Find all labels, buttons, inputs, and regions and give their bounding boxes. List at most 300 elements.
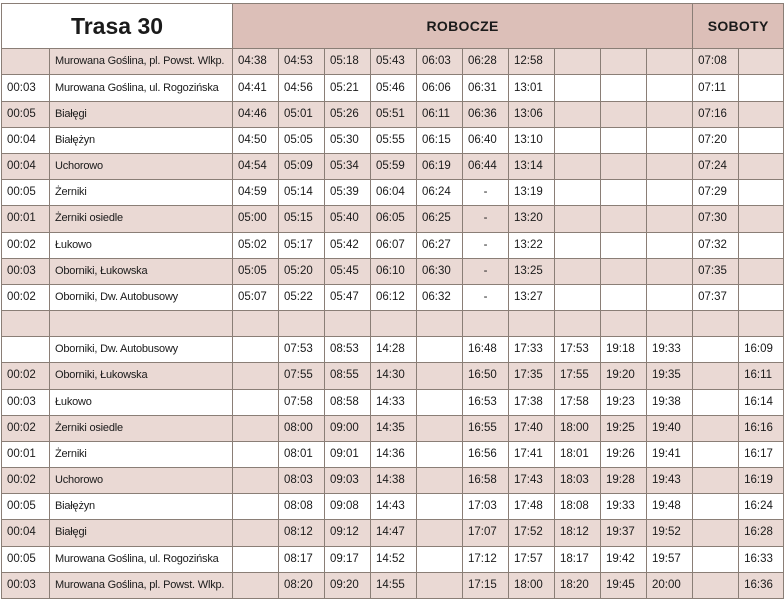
departure-time: 04:46	[233, 101, 279, 127]
departure-time: 16:50	[463, 363, 509, 389]
departure-time: 13:10	[509, 127, 555, 153]
departure-time: 08:58	[325, 389, 371, 415]
separator-cell	[463, 311, 509, 337]
separator-cell	[647, 311, 693, 337]
header-soboty: SOBOTY	[693, 4, 784, 49]
departure-time	[647, 153, 693, 179]
time-offset: 00:02	[2, 415, 50, 441]
departure-time: 16:19	[739, 468, 784, 494]
departure-time	[555, 101, 601, 127]
departure-time	[417, 389, 463, 415]
stop-name: Murowana Goślina, pl. Powst. Wlkp.	[50, 572, 233, 598]
departure-time	[739, 75, 784, 101]
departure-time: 05:14	[279, 180, 325, 206]
departure-time	[417, 520, 463, 546]
departure-time: 09:17	[325, 546, 371, 572]
departure-time: -	[463, 258, 509, 284]
departure-time: 06:27	[417, 232, 463, 258]
departure-time: 05:07	[233, 284, 279, 310]
departure-time	[601, 127, 647, 153]
departure-time: 07:24	[693, 153, 739, 179]
departure-time: 14:36	[371, 441, 417, 467]
departure-time	[555, 153, 601, 179]
departure-time: 05:26	[325, 101, 371, 127]
departure-time: 18:03	[555, 468, 601, 494]
departure-time: 08:00	[279, 415, 325, 441]
departure-time	[647, 180, 693, 206]
departure-time: 14:35	[371, 415, 417, 441]
departure-time: 13:25	[509, 258, 555, 284]
table-row	[2, 101, 784, 127]
departure-time	[555, 206, 601, 232]
departure-time: 05:02	[233, 232, 279, 258]
time-offset	[2, 49, 50, 75]
departure-time	[233, 546, 279, 572]
departure-time	[417, 363, 463, 389]
time-offset: 00:05	[2, 546, 50, 572]
departure-time: 14:55	[371, 572, 417, 598]
time-offset: 00:02	[2, 363, 50, 389]
departure-time	[739, 258, 784, 284]
departure-time: 05:55	[371, 127, 417, 153]
separator-cell	[371, 311, 417, 337]
departure-time	[417, 546, 463, 572]
departure-time: 14:30	[371, 363, 417, 389]
departure-time	[233, 415, 279, 441]
departure-time: 06:31	[463, 75, 509, 101]
stop-name: Białęgi	[50, 101, 233, 127]
departure-time: 09:01	[325, 441, 371, 467]
departure-time	[739, 153, 784, 179]
departure-time: 19:57	[647, 546, 693, 572]
route-title: Trasa 30	[2, 4, 233, 49]
departure-time: 06:24	[417, 180, 463, 206]
header-robocze: ROBOCZE	[233, 4, 693, 49]
departure-time: -	[463, 206, 509, 232]
table-row	[2, 468, 784, 494]
departure-time	[417, 415, 463, 441]
departure-time: 09:08	[325, 494, 371, 520]
departure-time: 08:03	[279, 468, 325, 494]
departure-time: 17:57	[509, 546, 555, 572]
departure-time	[555, 75, 601, 101]
departure-time: 17:52	[509, 520, 555, 546]
departure-time: 05:47	[325, 284, 371, 310]
departure-time: 05:20	[279, 258, 325, 284]
departure-time: 13:06	[509, 101, 555, 127]
separator-cell	[739, 311, 784, 337]
table-row	[2, 546, 784, 572]
departure-time	[601, 258, 647, 284]
departure-time: 16:58	[463, 468, 509, 494]
departure-time: 17:15	[463, 572, 509, 598]
stop-name: Żerniki	[50, 180, 233, 206]
departure-time: 16:24	[739, 494, 784, 520]
separator-cell	[417, 311, 463, 337]
departure-time: 19:45	[601, 572, 647, 598]
separator-cell	[555, 311, 601, 337]
departure-time: 09:12	[325, 520, 371, 546]
departure-time: 06:36	[463, 101, 509, 127]
departure-time: 06:12	[371, 284, 417, 310]
departure-time: 05:00	[233, 206, 279, 232]
departure-time: 05:09	[279, 153, 325, 179]
departure-time: 04:59	[233, 180, 279, 206]
departure-time	[555, 180, 601, 206]
departure-time: 06:19	[417, 153, 463, 179]
departure-time	[601, 206, 647, 232]
time-offset: 00:03	[2, 572, 50, 598]
departure-time: 16:33	[739, 546, 784, 572]
departure-time: 08:08	[279, 494, 325, 520]
departure-time: 06:15	[417, 127, 463, 153]
time-offset: 00:02	[2, 468, 50, 494]
departure-time	[417, 337, 463, 363]
separator-cell	[601, 311, 647, 337]
departure-time: 07:20	[693, 127, 739, 153]
departure-time: 05:59	[371, 153, 417, 179]
departure-time: 08:20	[279, 572, 325, 598]
departure-time: 17:33	[509, 337, 555, 363]
departure-time: 16:11	[739, 363, 784, 389]
departure-time	[739, 101, 784, 127]
departure-time: 13:19	[509, 180, 555, 206]
departure-time: 18:08	[555, 494, 601, 520]
separator-row	[2, 311, 784, 337]
departure-time	[693, 520, 739, 546]
departure-time: 07:32	[693, 232, 739, 258]
time-offset: 00:05	[2, 101, 50, 127]
departure-time: 18:12	[555, 520, 601, 546]
departure-time: 18:00	[555, 415, 601, 441]
table-row	[2, 75, 784, 101]
stop-name: Oborniki, Dw. Autobusowy	[50, 337, 233, 363]
departure-time: 05:39	[325, 180, 371, 206]
departure-time: -	[463, 284, 509, 310]
departure-time	[555, 49, 601, 75]
departure-time	[233, 389, 279, 415]
departure-time: 19:43	[647, 468, 693, 494]
departure-time: 06:32	[417, 284, 463, 310]
departure-time: 05:51	[371, 101, 417, 127]
stop-name: Oborniki, Łukowska	[50, 258, 233, 284]
departure-time: 09:00	[325, 415, 371, 441]
departure-time: 14:52	[371, 546, 417, 572]
departure-time: 07:35	[693, 258, 739, 284]
departure-time: 12:58	[509, 49, 555, 75]
departure-time	[693, 468, 739, 494]
departure-time: 05:15	[279, 206, 325, 232]
table-row	[2, 127, 784, 153]
departure-time: 17:07	[463, 520, 509, 546]
departure-time	[693, 572, 739, 598]
table-row	[2, 415, 784, 441]
table-row	[2, 232, 784, 258]
departure-time: 17:58	[555, 389, 601, 415]
departure-time	[693, 363, 739, 389]
departure-time: 06:07	[371, 232, 417, 258]
departure-time: 06:05	[371, 206, 417, 232]
departure-time	[233, 494, 279, 520]
time-offset: 00:04	[2, 127, 50, 153]
departure-time	[739, 232, 784, 258]
departure-time: 16:09	[739, 337, 784, 363]
stop-name: Białężyn	[50, 127, 233, 153]
separator-cell	[509, 311, 555, 337]
departure-time	[601, 153, 647, 179]
departure-time: 07:30	[693, 206, 739, 232]
departure-time: 14:47	[371, 520, 417, 546]
departure-time: 05:18	[325, 49, 371, 75]
departure-time	[693, 337, 739, 363]
departure-time: 19:33	[647, 337, 693, 363]
departure-time: 17:38	[509, 389, 555, 415]
departure-time: 09:20	[325, 572, 371, 598]
departure-time: 07:55	[279, 363, 325, 389]
departure-time: 04:56	[279, 75, 325, 101]
departure-time	[555, 284, 601, 310]
stop-name: Łukowo	[50, 389, 233, 415]
departure-time: 05:30	[325, 127, 371, 153]
departure-time: 19:42	[601, 546, 647, 572]
departure-time: 05:34	[325, 153, 371, 179]
table-row	[2, 153, 784, 179]
time-offset: 00:03	[2, 389, 50, 415]
stop-name: Żerniki osiedle	[50, 206, 233, 232]
departure-time: 07:11	[693, 75, 739, 101]
departure-time: 08:55	[325, 363, 371, 389]
header-row	[2, 4, 784, 49]
departure-time: 17:43	[509, 468, 555, 494]
departure-time: 13:27	[509, 284, 555, 310]
departure-time	[739, 206, 784, 232]
departure-time: 16:28	[739, 520, 784, 546]
stop-name: Oborniki, Łukowska	[50, 363, 233, 389]
departure-time: 19:48	[647, 494, 693, 520]
separator-cell	[325, 311, 371, 337]
stop-name: Łukowo	[50, 232, 233, 258]
departure-time: 17:35	[509, 363, 555, 389]
departure-time	[555, 232, 601, 258]
table-row	[2, 284, 784, 310]
departure-time: 17:53	[555, 337, 601, 363]
time-offset	[2, 337, 50, 363]
table-row	[2, 49, 784, 75]
time-offset: 00:02	[2, 232, 50, 258]
departure-time	[647, 206, 693, 232]
departure-time: 06:25	[417, 206, 463, 232]
time-offset: 00:05	[2, 180, 50, 206]
departure-time	[693, 494, 739, 520]
departure-time: 05:01	[279, 101, 325, 127]
departure-time: 17:48	[509, 494, 555, 520]
departure-time: 17:40	[509, 415, 555, 441]
departure-time: 09:03	[325, 468, 371, 494]
departure-time: 13:22	[509, 232, 555, 258]
departure-time	[601, 49, 647, 75]
departure-time	[739, 284, 784, 310]
departure-time: 04:54	[233, 153, 279, 179]
departure-time	[693, 415, 739, 441]
stop-name: Żerniki osiedle	[50, 415, 233, 441]
departure-time: 04:53	[279, 49, 325, 75]
departure-time: 06:40	[463, 127, 509, 153]
departure-time: 07:37	[693, 284, 739, 310]
departure-time	[233, 572, 279, 598]
departure-time: 07:29	[693, 180, 739, 206]
table-row	[2, 494, 784, 520]
departure-time: 04:38	[233, 49, 279, 75]
table-row	[2, 389, 784, 415]
departure-time	[233, 441, 279, 467]
departure-time: 19:33	[601, 494, 647, 520]
departure-time	[233, 468, 279, 494]
departure-time: 07:16	[693, 101, 739, 127]
timetable	[1, 3, 784, 599]
departure-time: 07:58	[279, 389, 325, 415]
departure-time: 16:16	[739, 415, 784, 441]
separator-cell	[279, 311, 325, 337]
departure-time	[233, 363, 279, 389]
departure-time: 05:45	[325, 258, 371, 284]
departure-time: 13:14	[509, 153, 555, 179]
departure-time: 18:00	[509, 572, 555, 598]
time-offset: 00:05	[2, 494, 50, 520]
departure-time: 16:48	[463, 337, 509, 363]
departure-time: 07:08	[693, 49, 739, 75]
table-row	[2, 572, 784, 598]
time-offset: 00:03	[2, 258, 50, 284]
departure-time	[233, 520, 279, 546]
departure-time	[601, 284, 647, 310]
departure-time: 19:20	[601, 363, 647, 389]
departure-time	[417, 468, 463, 494]
departure-time: -	[463, 232, 509, 258]
departure-time: 06:11	[417, 101, 463, 127]
departure-time: 19:52	[647, 520, 693, 546]
stop-name: Żerniki	[50, 441, 233, 467]
departure-time: 16:14	[739, 389, 784, 415]
departure-time: 05:42	[325, 232, 371, 258]
departure-time: 16:36	[739, 572, 784, 598]
departure-time	[601, 180, 647, 206]
table-row	[2, 206, 784, 232]
departure-time: 04:50	[233, 127, 279, 153]
departure-time	[739, 49, 784, 75]
stop-name: Murowana Goślina, pl. Powst. Wlkp.	[50, 49, 233, 75]
table-row	[2, 258, 784, 284]
departure-time: 18:17	[555, 546, 601, 572]
departure-time: 05:17	[279, 232, 325, 258]
time-offset: 00:04	[2, 520, 50, 546]
departure-time: 04:41	[233, 75, 279, 101]
departure-time: 16:53	[463, 389, 509, 415]
departure-time: 05:05	[233, 258, 279, 284]
departure-time: 19:40	[647, 415, 693, 441]
stop-name: Murowana Goślina, ul. Rogozińska	[50, 546, 233, 572]
departure-time: 13:20	[509, 206, 555, 232]
departure-time: 18:01	[555, 441, 601, 467]
separator-cell	[2, 311, 50, 337]
departure-time	[647, 258, 693, 284]
stop-name: Oborniki, Dw. Autobusowy	[50, 284, 233, 310]
time-offset: 00:02	[2, 284, 50, 310]
stop-name: Białężyn	[50, 494, 233, 520]
departure-time: 06:30	[417, 258, 463, 284]
departure-time	[601, 232, 647, 258]
departure-time: 06:03	[417, 49, 463, 75]
departure-time: 05:21	[325, 75, 371, 101]
departure-time	[417, 494, 463, 520]
table-row	[2, 363, 784, 389]
stop-name: Białęgi	[50, 520, 233, 546]
departure-time: 16:55	[463, 415, 509, 441]
departure-time	[647, 101, 693, 127]
departure-time: 07:53	[279, 337, 325, 363]
stop-name: Uchorowo	[50, 153, 233, 179]
table-row	[2, 337, 784, 363]
departure-time: 17:03	[463, 494, 509, 520]
departure-time: 05:22	[279, 284, 325, 310]
departure-time: 08:53	[325, 337, 371, 363]
time-offset: 00:03	[2, 75, 50, 101]
time-offset: 00:01	[2, 206, 50, 232]
departure-time: 19:41	[647, 441, 693, 467]
departure-time: 19:28	[601, 468, 647, 494]
table-row	[2, 441, 784, 467]
departure-time: 16:17	[739, 441, 784, 467]
departure-time: 08:12	[279, 520, 325, 546]
departure-time: 05:05	[279, 127, 325, 153]
departure-time	[555, 258, 601, 284]
time-offset: 00:04	[2, 153, 50, 179]
departure-time: 19:25	[601, 415, 647, 441]
departure-time: 05:43	[371, 49, 417, 75]
departure-time: 16:56	[463, 441, 509, 467]
departure-time: 17:41	[509, 441, 555, 467]
departure-time: 06:28	[463, 49, 509, 75]
departure-time: 08:17	[279, 546, 325, 572]
departure-time	[601, 101, 647, 127]
departure-time: 19:26	[601, 441, 647, 467]
departure-time	[233, 337, 279, 363]
departure-time: 05:46	[371, 75, 417, 101]
departure-time: -	[463, 180, 509, 206]
departure-time: 19:23	[601, 389, 647, 415]
table-row	[2, 520, 784, 546]
stop-name: Uchorowo	[50, 468, 233, 494]
departure-time: 19:37	[601, 520, 647, 546]
departure-time: 17:55	[555, 363, 601, 389]
departure-time: 19:35	[647, 363, 693, 389]
table-row	[2, 180, 784, 206]
departure-time	[647, 75, 693, 101]
departure-time: 19:38	[647, 389, 693, 415]
departure-time: 14:43	[371, 494, 417, 520]
departure-time: 19:18	[601, 337, 647, 363]
departure-time: 14:33	[371, 389, 417, 415]
departure-time	[739, 127, 784, 153]
departure-time: 06:06	[417, 75, 463, 101]
departure-time: 06:10	[371, 258, 417, 284]
departure-time	[647, 49, 693, 75]
departure-time	[555, 127, 601, 153]
departure-time: 18:20	[555, 572, 601, 598]
departure-time: 13:01	[509, 75, 555, 101]
departure-time: 08:01	[279, 441, 325, 467]
departure-time	[739, 180, 784, 206]
departure-time	[601, 75, 647, 101]
